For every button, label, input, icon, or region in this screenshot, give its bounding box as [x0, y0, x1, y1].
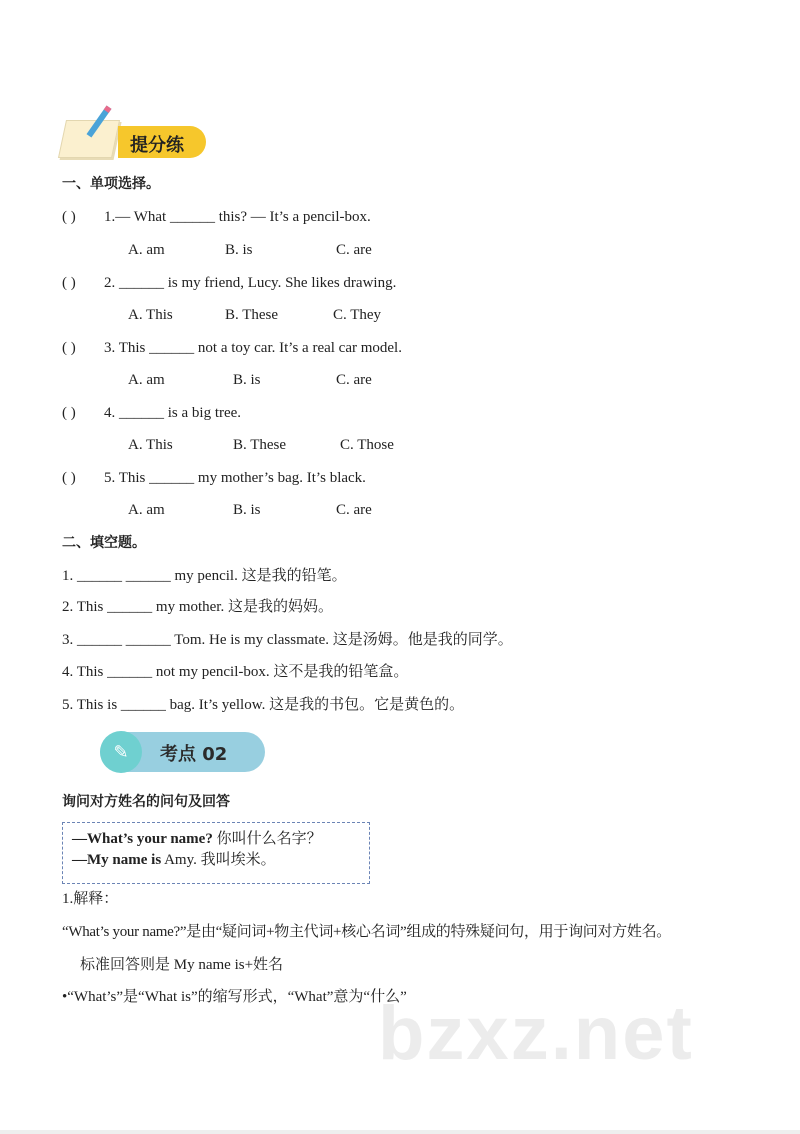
part1-title: 一、单项选择。 — [62, 176, 160, 192]
option: A. This — [128, 307, 173, 323]
example-answer: —My name is — [72, 852, 162, 868]
option: B. is — [233, 502, 261, 518]
option: A. This — [128, 437, 173, 453]
question-text: 2. ______ is my friend, Lucy. She likes drawing. — [104, 275, 397, 291]
example-translation: 你叫什么名字？ — [212, 831, 322, 847]
option: C. are — [336, 242, 372, 258]
answer-text: 标准回答则是 My name is+姓名 — [80, 957, 284, 973]
option: B. is — [233, 372, 261, 388]
fill-item: 2. This ______ my mother. 这是我的妈妈。 — [62, 599, 333, 615]
example-line — [72, 829, 322, 849]
answer-paren: ( ) — [62, 209, 76, 225]
example-line — [72, 850, 276, 870]
kaodian-badge-label: 考点 02 — [160, 744, 228, 765]
question-text: 1.— What ______ this? — It’s a pencil-box. — [104, 209, 371, 225]
option: C. Those — [340, 437, 394, 453]
option: A. am — [128, 242, 165, 258]
lamp-icon: ✎ — [100, 731, 142, 773]
part2-title: 二、填空题。 — [62, 535, 146, 551]
option: C. They — [333, 307, 382, 323]
page-edge — [0, 1130, 800, 1134]
example-translation: Amy. 我叫埃米。 — [161, 852, 276, 868]
section-badge — [118, 126, 206, 158]
option: A. am — [128, 502, 165, 518]
option: B. These — [225, 307, 279, 323]
question-text: 4. ______ is a big tree. — [104, 405, 242, 421]
answer-paren: ( ) — [62, 405, 76, 421]
explain-label: 1.解释： — [62, 891, 119, 907]
answer-paren: ( ) — [62, 470, 76, 486]
explain-text: “What’s your name?”是由“疑问词+物主代词+核心名词”组成的特殊疑问句，用于询问对方姓名。 — [62, 924, 671, 940]
option: C. are — [336, 372, 372, 388]
example-question: —What’s your name? — [72, 831, 213, 847]
option: B. These — [233, 437, 287, 453]
notepad-icon — [58, 120, 120, 158]
question-text: 5. This ______ my mother’s bag. It’s black. — [104, 470, 366, 486]
watermark: bzxz.net — [378, 991, 694, 1076]
section-badge-label: 提分练 — [130, 135, 184, 156]
fill-item: 5. This is ______ bag. It’s yellow. 这是我的书包。它是黄色的。 — [62, 697, 465, 713]
kaodian-subtitle: 询问对方姓名的问句及回答 — [62, 794, 230, 810]
fill-item: 3. ______ ______ Tom. He is my classmate. 这是汤姆。他是我的同学。 — [62, 632, 513, 648]
option: B. is — [225, 242, 253, 258]
fill-item: 1. ______ ______ my pencil. 这是我的铅笔。 — [62, 568, 347, 584]
fill-item: 4. This ______ not my pencil-box. 这不是我的铅笔盒。 — [62, 664, 409, 680]
answer-paren: ( ) — [62, 340, 76, 356]
bullet-note: •“What’s”是“What is”的缩写形式，“What”意为“什么” — [62, 989, 407, 1005]
option: C. are — [336, 502, 372, 518]
answer-paren: ( ) — [62, 275, 76, 291]
option: A. am — [128, 372, 165, 388]
question-text: 3. This ______ not a toy car. It’s a real car model. — [104, 340, 402, 356]
